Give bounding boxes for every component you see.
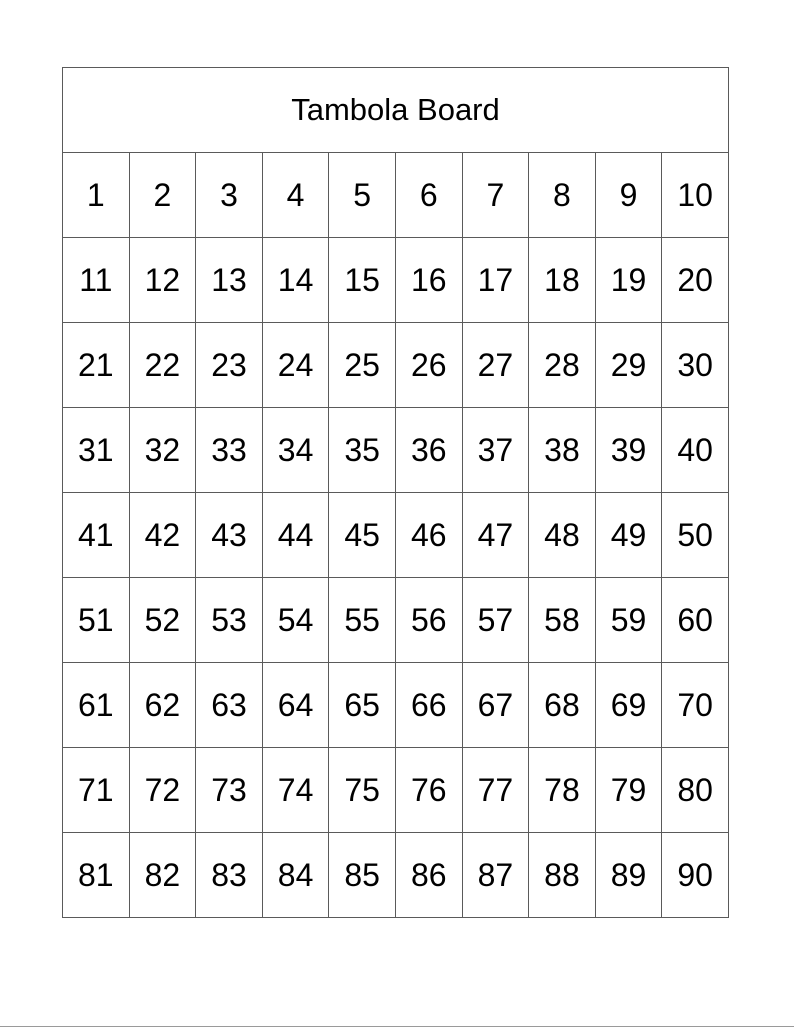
number-cell: 67 xyxy=(462,663,529,748)
number-cell: 84 xyxy=(262,833,329,918)
number-cell: 41 xyxy=(63,493,130,578)
number-cell: 69 xyxy=(595,663,662,748)
number-cell: 10 xyxy=(662,153,729,238)
number-cell: 5 xyxy=(329,153,396,238)
number-cell: 27 xyxy=(462,323,529,408)
number-cell: 23 xyxy=(196,323,263,408)
number-row xyxy=(63,578,729,663)
number-cell: 20 xyxy=(662,238,729,323)
number-cell: 40 xyxy=(662,408,729,493)
number-cell: 76 xyxy=(395,748,462,833)
number-cell: 78 xyxy=(529,748,596,833)
number-cell: 81 xyxy=(63,833,130,918)
number-cell: 4 xyxy=(262,153,329,238)
tambola-board xyxy=(62,67,729,918)
number-cell: 54 xyxy=(262,578,329,663)
number-cell: 52 xyxy=(129,578,196,663)
number-cell: 16 xyxy=(395,238,462,323)
number-cell: 36 xyxy=(395,408,462,493)
number-cell: 87 xyxy=(462,833,529,918)
number-cell: 26 xyxy=(395,323,462,408)
number-cell: 83 xyxy=(196,833,263,918)
number-cell: 57 xyxy=(462,578,529,663)
number-cell: 6 xyxy=(395,153,462,238)
number-cell: 77 xyxy=(462,748,529,833)
number-cell: 1 xyxy=(63,153,130,238)
number-cell: 21 xyxy=(63,323,130,408)
number-cell: 56 xyxy=(395,578,462,663)
number-row xyxy=(63,833,729,918)
number-cell: 28 xyxy=(529,323,596,408)
number-cell: 71 xyxy=(63,748,130,833)
number-cell: 12 xyxy=(129,238,196,323)
number-cell: 66 xyxy=(395,663,462,748)
number-cell: 18 xyxy=(529,238,596,323)
number-cell: 9 xyxy=(595,153,662,238)
number-cell: 2 xyxy=(129,153,196,238)
number-cell: 11 xyxy=(63,238,130,323)
number-cell: 88 xyxy=(529,833,596,918)
title-row xyxy=(63,68,729,153)
number-cell: 31 xyxy=(63,408,130,493)
number-row xyxy=(63,408,729,493)
number-cell: 7 xyxy=(462,153,529,238)
number-cell: 46 xyxy=(395,493,462,578)
number-cell: 8 xyxy=(529,153,596,238)
board-title: Tambola Board xyxy=(63,68,729,153)
number-cell: 85 xyxy=(329,833,396,918)
number-cell: 80 xyxy=(662,748,729,833)
number-cell: 42 xyxy=(129,493,196,578)
number-cell: 82 xyxy=(129,833,196,918)
number-row xyxy=(63,238,729,323)
number-cell: 22 xyxy=(129,323,196,408)
number-cell: 50 xyxy=(662,493,729,578)
number-cell: 72 xyxy=(129,748,196,833)
number-row xyxy=(63,153,729,238)
number-cell: 89 xyxy=(595,833,662,918)
number-row xyxy=(63,323,729,408)
number-cell: 15 xyxy=(329,238,396,323)
number-cell: 55 xyxy=(329,578,396,663)
number-grid xyxy=(63,153,729,918)
number-cell: 70 xyxy=(662,663,729,748)
number-cell: 13 xyxy=(196,238,263,323)
number-cell: 45 xyxy=(329,493,396,578)
number-cell: 47 xyxy=(462,493,529,578)
number-cell: 34 xyxy=(262,408,329,493)
number-cell: 38 xyxy=(529,408,596,493)
number-cell: 33 xyxy=(196,408,263,493)
number-cell: 73 xyxy=(196,748,263,833)
number-cell: 39 xyxy=(595,408,662,493)
number-cell: 68 xyxy=(529,663,596,748)
number-cell: 60 xyxy=(662,578,729,663)
number-cell: 62 xyxy=(129,663,196,748)
number-cell: 37 xyxy=(462,408,529,493)
number-cell: 63 xyxy=(196,663,263,748)
number-cell: 58 xyxy=(529,578,596,663)
number-cell: 3 xyxy=(196,153,263,238)
number-cell: 19 xyxy=(595,238,662,323)
number-cell: 86 xyxy=(395,833,462,918)
number-cell: 43 xyxy=(196,493,263,578)
number-row xyxy=(63,663,729,748)
number-cell: 17 xyxy=(462,238,529,323)
number-cell: 48 xyxy=(529,493,596,578)
page-bottom-divider xyxy=(0,1026,794,1027)
number-cell: 30 xyxy=(662,323,729,408)
number-cell: 29 xyxy=(595,323,662,408)
number-cell: 53 xyxy=(196,578,263,663)
number-cell: 14 xyxy=(262,238,329,323)
number-cell: 44 xyxy=(262,493,329,578)
number-cell: 61 xyxy=(63,663,130,748)
number-cell: 51 xyxy=(63,578,130,663)
number-row xyxy=(63,493,729,578)
number-cell: 75 xyxy=(329,748,396,833)
number-cell: 79 xyxy=(595,748,662,833)
number-cell: 64 xyxy=(262,663,329,748)
number-cell: 59 xyxy=(595,578,662,663)
number-cell: 65 xyxy=(329,663,396,748)
number-cell: 24 xyxy=(262,323,329,408)
number-cell: 49 xyxy=(595,493,662,578)
number-cell: 90 xyxy=(662,833,729,918)
number-cell: 35 xyxy=(329,408,396,493)
number-cell: 25 xyxy=(329,323,396,408)
number-cell: 74 xyxy=(262,748,329,833)
number-cell: 32 xyxy=(129,408,196,493)
number-row xyxy=(63,748,729,833)
